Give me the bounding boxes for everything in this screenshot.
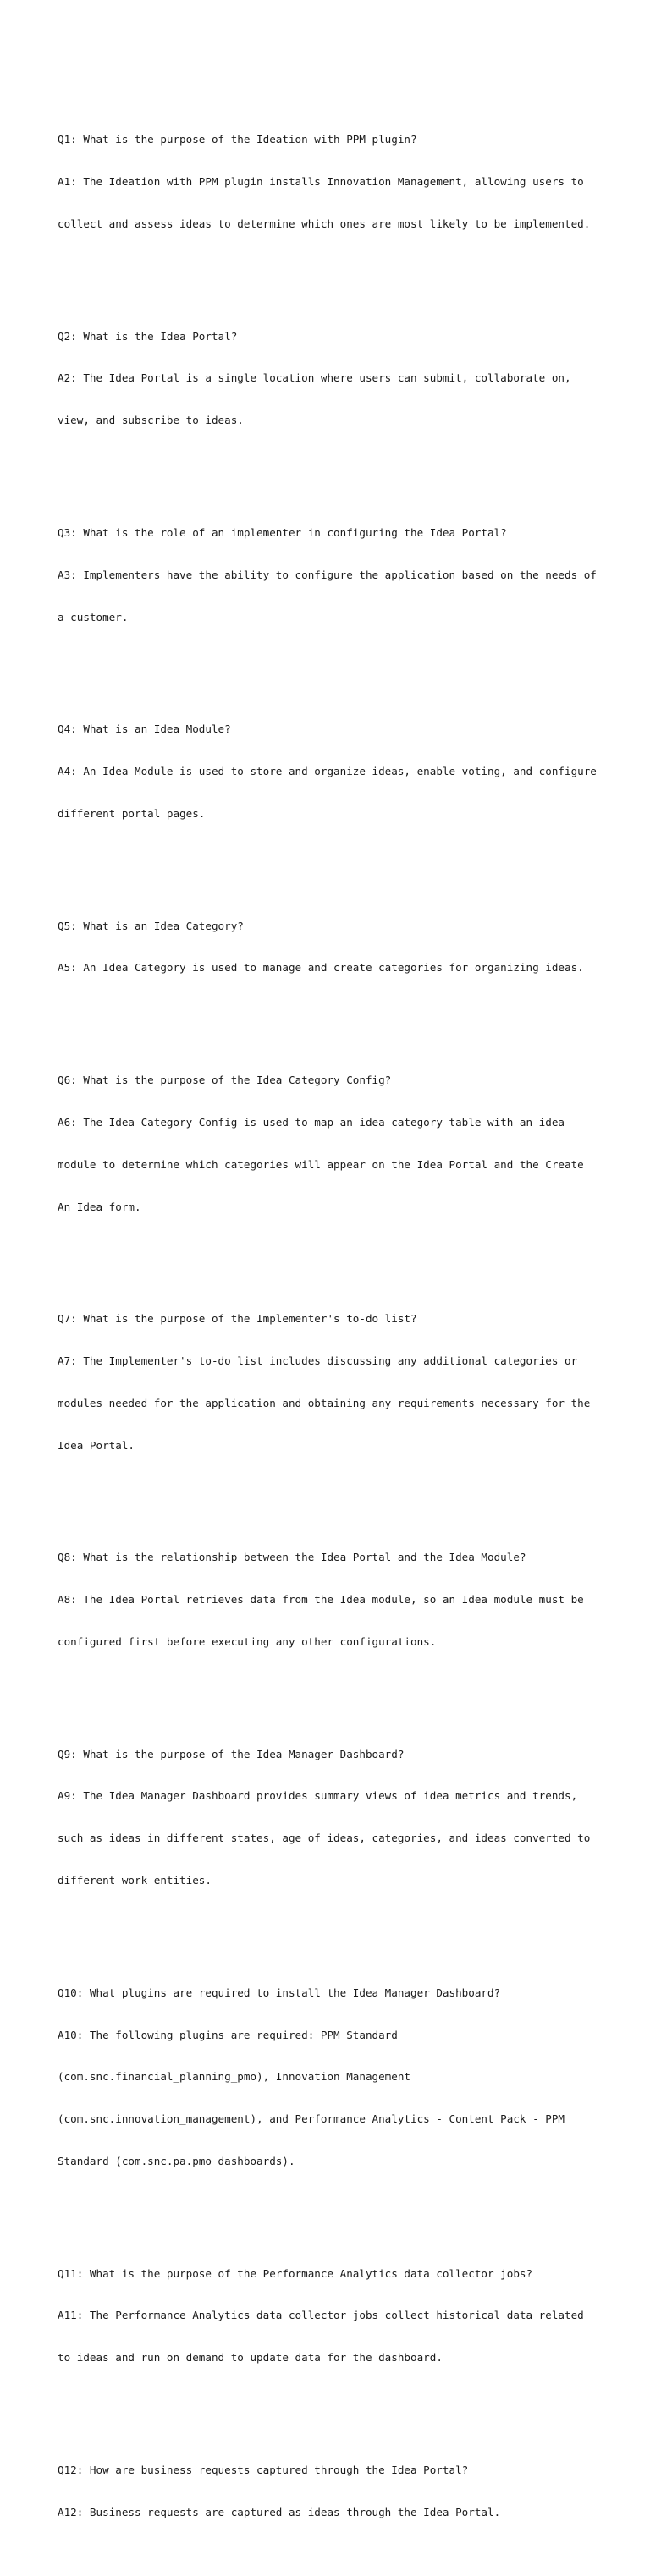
qa-block-10 <box>58 1958 642 2197</box>
answer-3-line-2: a customer. <box>58 610 129 623</box>
question-9: Q9: What is the purpose of the Idea Manager Dashboard? <box>58 1747 405 1760</box>
qa-block-9 <box>58 1719 642 1915</box>
qa-block-12 <box>58 2436 642 2548</box>
question-1: Q1: What is the purpose of the Ideation with PPM plugin? <box>58 133 417 146</box>
answer-2-line-2: view, and subscribe to ideas. <box>58 414 244 427</box>
answer-11-line-1: A11: The Performance Analytics data collector jobs collect historical data related <box>58 2309 584 2322</box>
answer-10-line-3: (com.snc.innovation_management), and Performance Analytics - Content Pack - PPM <box>58 2112 565 2126</box>
answer-1-line-2: collect and assess ideas to determine which ones are most likely to be implemented. <box>58 217 591 230</box>
answer-5-line-1: A5: An Idea Category is used to manage and create categories for organizing ideas. <box>58 961 584 975</box>
question-4: Q4: What is an Idea Module? <box>58 722 231 736</box>
answer-7-line-3: Idea Portal. <box>58 1438 135 1452</box>
answer-8-line-1: A8: The Idea Portal retrieves data from the Idea module, so an Idea module must be <box>58 1593 584 1607</box>
qa-block-6 <box>58 1046 642 1242</box>
qa-block-11 <box>58 2238 642 2393</box>
answer-10-line-1: A10: The following plugins are required: PPM Standard <box>58 2028 398 2041</box>
answer-8-line-2: configured first before executing any other configurations. <box>58 1634 437 1648</box>
answer-2-line-1: A2: The Idea Portal is a single location where users can submit, collaborate on, <box>58 371 571 385</box>
answer-3-line-1: A3: Implementers have the ability to configure the application based on the needs of <box>58 568 597 581</box>
qa-block-3 <box>58 498 642 653</box>
question-2: Q2: What is the Idea Portal? <box>58 329 238 343</box>
answer-6-line-2: module to determine which categories will appear on the Idea Portal and the Create <box>58 1157 584 1171</box>
answer-10-line-2: (com.snc.financial_planning_pmo), Innovation Management <box>58 2070 411 2084</box>
answer-11-line-2: to ideas and run on demand to update data for the dashboard. <box>58 2351 443 2365</box>
qa-block-2 <box>58 302 642 457</box>
question-11: Q11: What is the purpose of the Performance Analytics data collector jobs? <box>58 2266 533 2280</box>
answer-9-line-3: different work entities. <box>58 1874 212 1887</box>
answer-10-line-4: Standard (com.snc.pa.pmo_dashboards). <box>58 2154 295 2167</box>
question-10: Q10: What plugins are required to install the Idea Manager Dashboard? <box>58 1986 501 1999</box>
answer-12-line-1: A12: Business requests are captured as ideas through the Idea Portal. <box>58 2505 501 2518</box>
question-3: Q3: What is the role of an implementer in configuring the Idea Portal? <box>58 526 507 539</box>
answer-9-line-2: such as ideas in different states, age of ideas, categories, and ideas converted to <box>58 1832 591 1845</box>
answer-6-line-1: A6: The Idea Category Config is used to map an idea category table with an idea <box>58 1115 565 1129</box>
question-8: Q8: What is the relationship between the Idea Portal and the Idea Module? <box>58 1551 526 1564</box>
qa-block-8 <box>58 1523 642 1678</box>
question-12: Q12: How are business requests captured through the Idea Portal? <box>58 2463 469 2476</box>
qa-document <box>58 77 642 2576</box>
qa-block-7 <box>58 1284 642 1480</box>
answer-9-line-1: A9: The Idea Manager Dashboard provides summary views of idea metrics and trends, <box>58 1789 578 1803</box>
answer-7-line-1: A7: The Implementer's to-do list includes discussing any additional categories or <box>58 1354 578 1368</box>
question-6: Q6: What is the purpose of the Idea Category Config? <box>58 1074 392 1087</box>
qa-block-5 <box>58 891 642 1003</box>
qa-block-1 <box>58 105 642 260</box>
question-5: Q5: What is an Idea Category? <box>58 919 244 932</box>
question-7: Q7: What is the purpose of the Implementer's to-do list? <box>58 1312 417 1326</box>
answer-1-line-1: A1: The Ideation with PPM plugin installs Innovation Management, allowing users to <box>58 175 584 189</box>
qa-block-4 <box>58 695 642 849</box>
answer-6-line-3: An Idea form. <box>58 1200 141 1213</box>
answer-7-line-2: modules needed for the application and obtaining any requirements necessary for the <box>58 1396 591 1409</box>
answer-4-line-2: different portal pages. <box>58 806 206 820</box>
answer-4-line-1: A4: An Idea Module is used to store and organize ideas, enable voting, and configure <box>58 765 597 778</box>
